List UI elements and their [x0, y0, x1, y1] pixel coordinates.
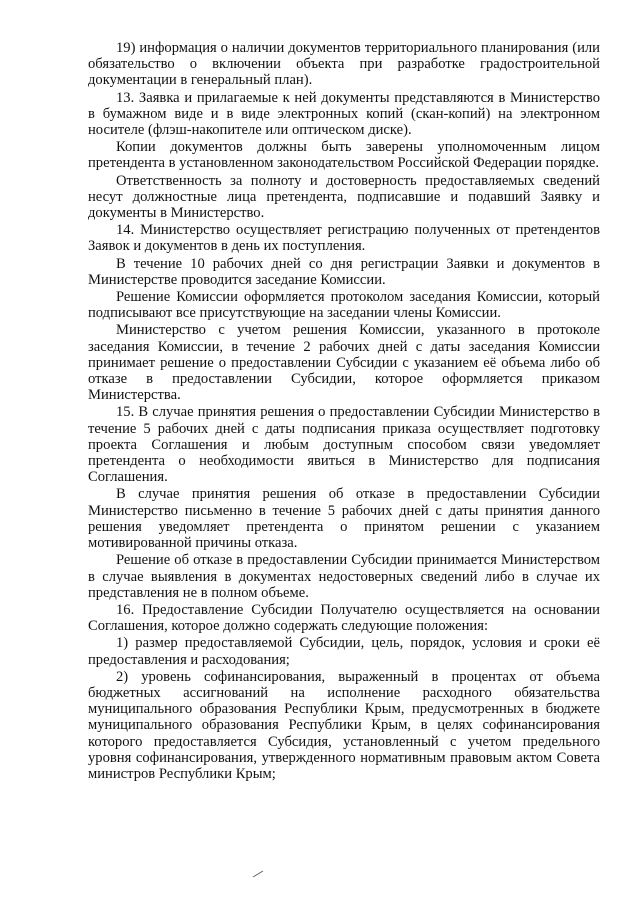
paragraph-refusal-notice: В случае принятия решения об отказе в предоставлении Субсидии Министерство письменно в течение 5 рабочих дней с даты принятия данного решения уведомляет претендента о принятом решении с указанием мотивированной причины отказа. — [88, 486, 600, 552]
paragraph-item-19: 19) информация о наличии документов территориального планирования (или обязательство о включении объекта при разработке градостроительной документации в генеральный план). — [88, 40, 600, 89]
scan-mark-icon — [252, 870, 264, 878]
paragraph-commission-meeting: В течение 10 рабочих дней со дня регистрации Заявки и документов в Министерстве проводится заседание Комиссии. — [88, 255, 600, 288]
paragraph-copies-certification: Копии документов должны быть заверены уполномоченным лицом претендента в установленном законодательством Российской Федерации порядке. — [88, 139, 600, 172]
paragraph-clause-14: 14. Министерство осуществляет регистрацию полученных от претендентов Заявок и документов в день их поступления. — [88, 222, 600, 255]
document-page — [88, 40, 600, 782]
paragraph-commission-protocol: Решение Комиссии оформляется протоколом заседания Комиссии, который подписывают все присутствующие на заседании члены Комиссии. — [88, 289, 600, 322]
paragraph-ministry-decision: Министерство с учетом решения Комиссии, указанного в протоколе заседания Комиссии, в течение 2 рабочих дней с даты заседания Комиссии принимает решение о предоставлении Субсидии с указанием её объема либо об отказе в предоставлении Субсидии, которое оформляется приказом Министерства. — [88, 322, 600, 404]
paragraph-provision-2: 2) уровень софинансирования, выраженный в процентах от объема бюджетных ассигнований на исполнение расходного обязательства муниципального образования Республики Крым, предусмотренных в бюджете муниципального образования Республики Крым, в целях софинансирования которого предоставляется Субсидия, установленный с учетом предельного уровня софинансирования, утвержденного нормативным правовым актом Совета министров Республики Крым; — [88, 668, 600, 782]
paragraph-provision-1: 1) размер предоставляемой Субсидии, цель, порядок, условия и сроки её предоставления и расходования; — [88, 635, 600, 668]
paragraph-clause-16: 16. Предоставление Субсидии Получателю осуществляется на основании Соглашения, которое должно содержать следующие положения: — [88, 601, 600, 635]
paragraph-responsibility: Ответственность за полноту и достоверность предоставляемых сведений несут должностные лица претендента, подписавшие и подавший Заявку и документы в Министерство. — [88, 172, 600, 222]
paragraph-clause-13: 13. Заявка и прилагаемые к ней документы представляются в Министерство в бумажном виде и в виде электронных копий (скан-копий) на электронном носителе (флэш-накопителе или оптическом диске). — [88, 89, 600, 139]
paragraph-clause-15: 15. В случае принятия решения о предоставлении Субсидии Министерство в течение 5 рабочих дней с даты подписания приказа осуществляет подготовку проекта Соглашения и любым доступным способом связи уведомляет претендента о необходимости явиться в Министерство для подписания Соглашения. — [88, 404, 600, 486]
paragraph-refusal-grounds: Решение об отказе в предоставлении Субсидии принимается Министерством в случае выявления в документах недостоверных сведений либо в случае их представления не в полном объеме. — [88, 552, 600, 601]
